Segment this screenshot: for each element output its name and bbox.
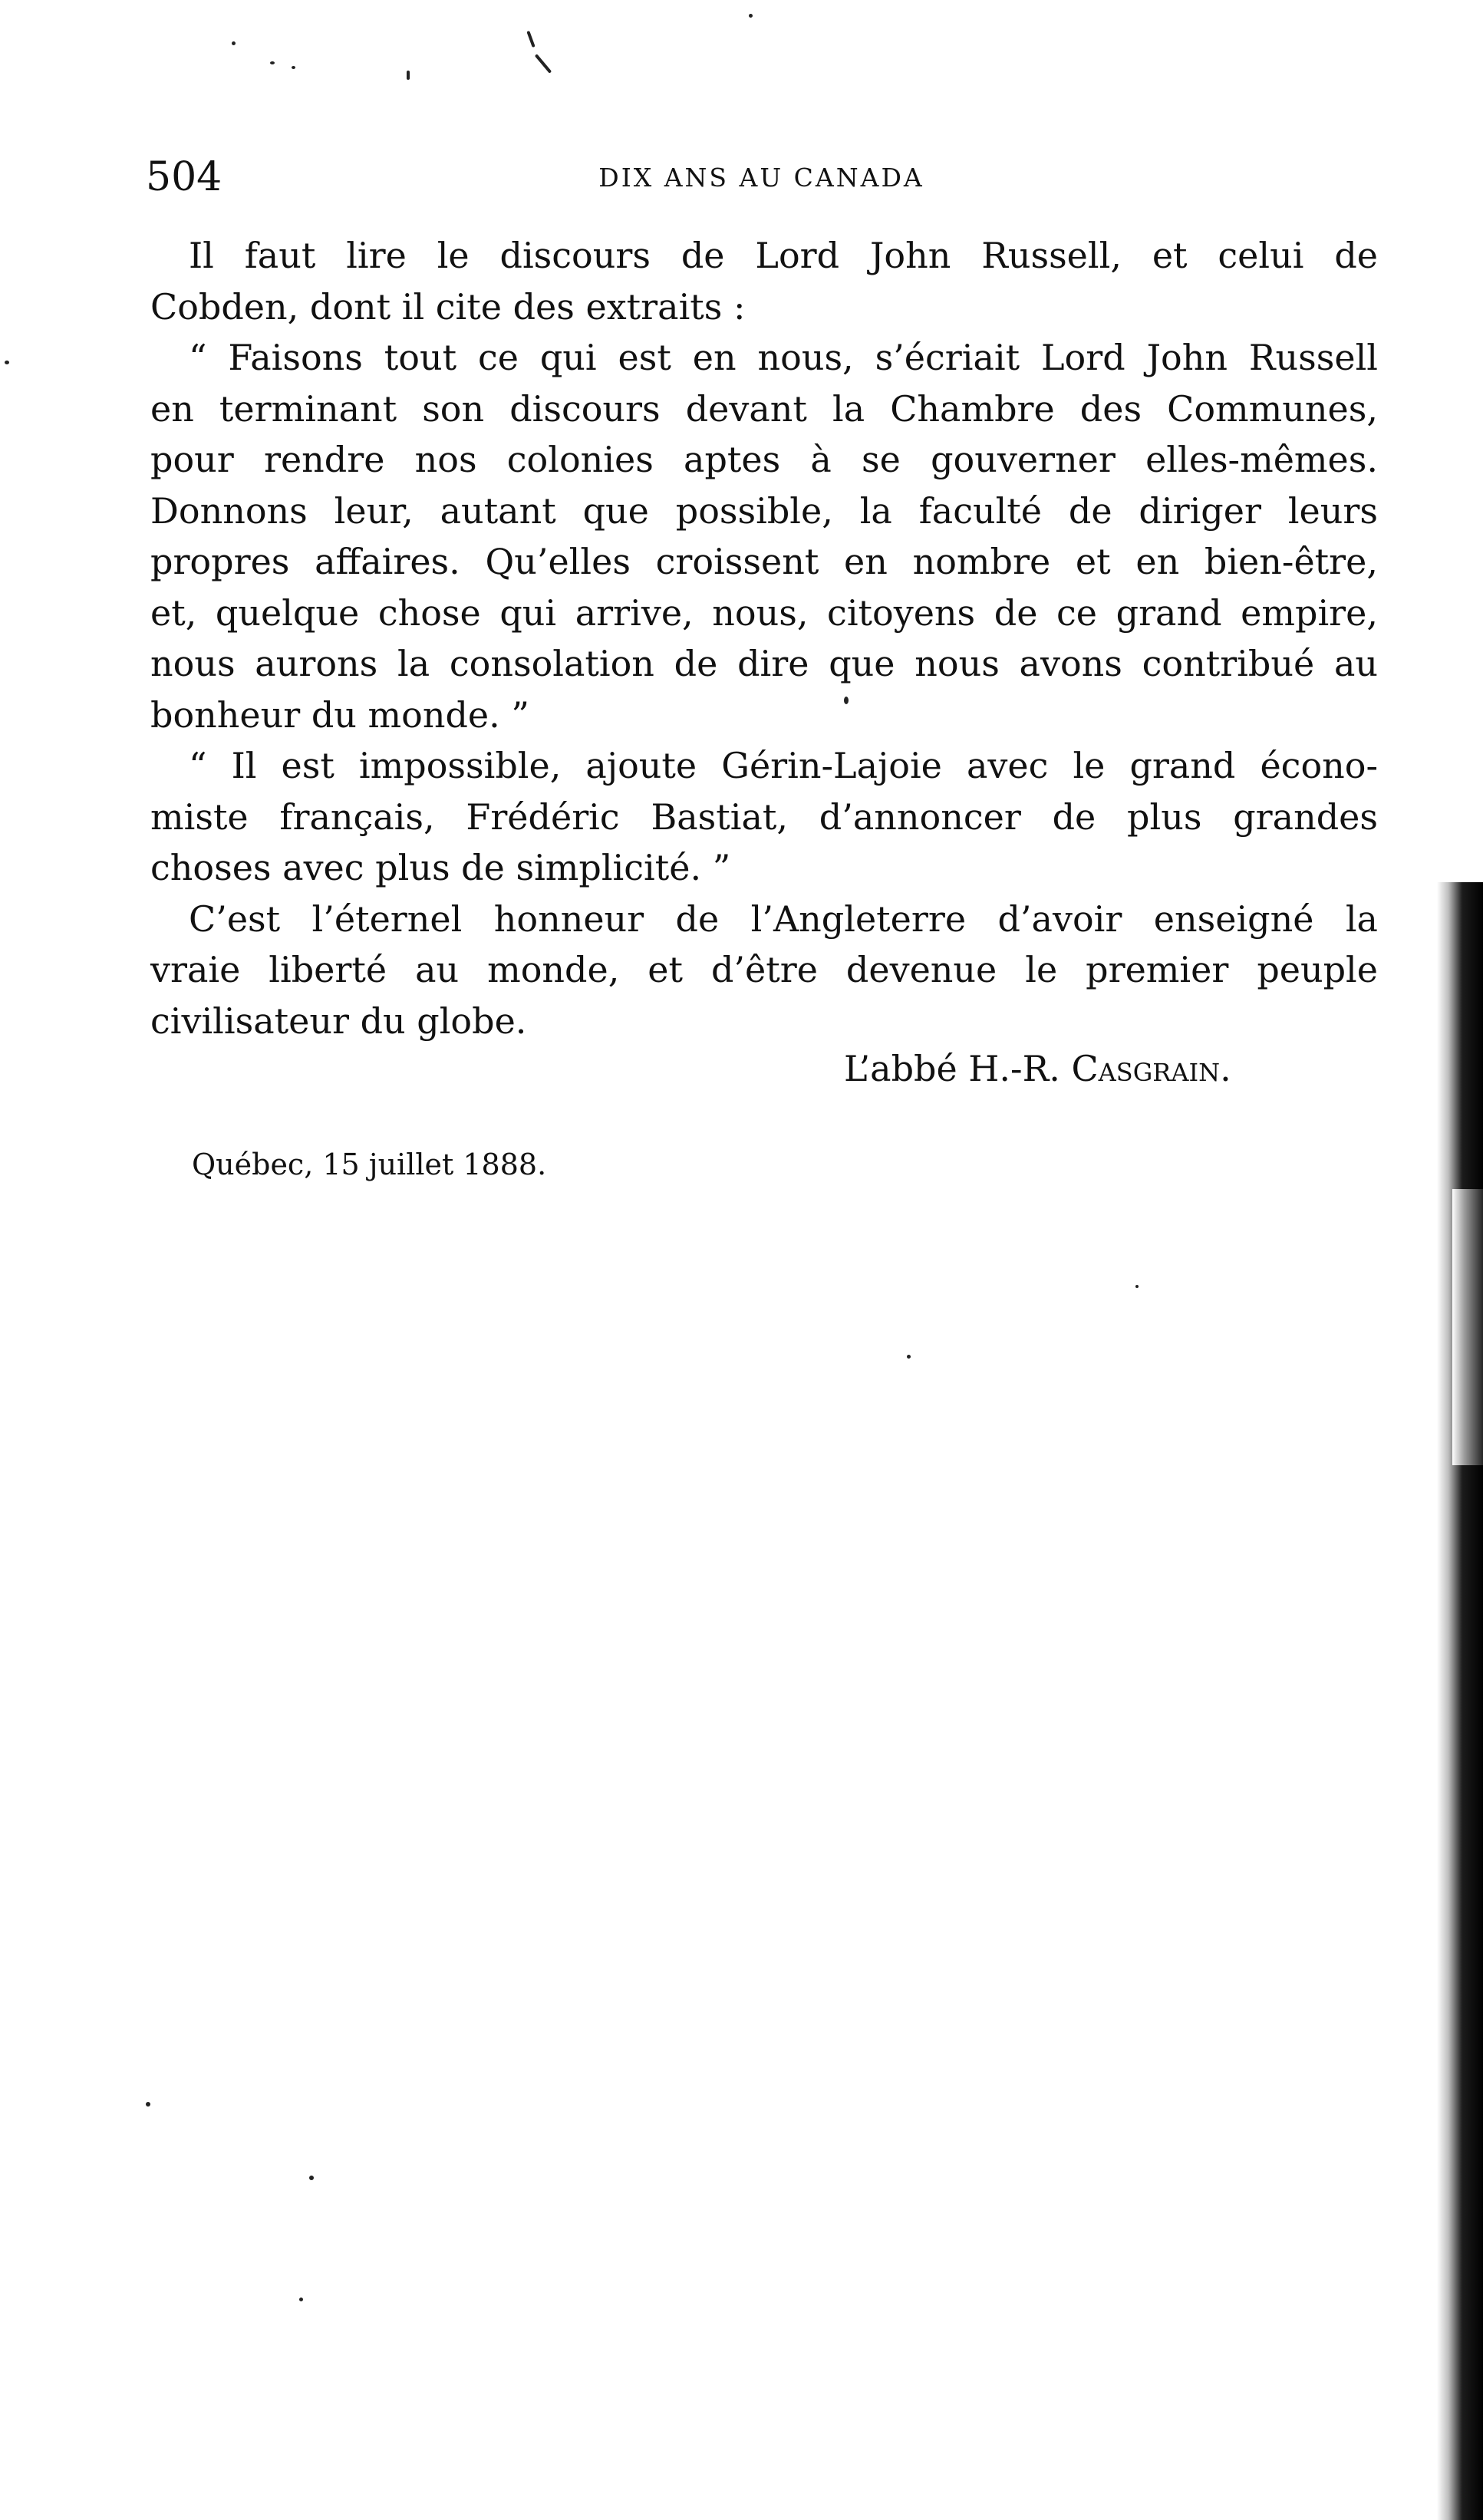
scan-speck <box>907 1355 911 1359</box>
text-line: Cobden, dont il cite des extraits : <box>150 285 746 328</box>
page-edge-shadow <box>1452 1189 1483 1465</box>
scan-speck <box>526 31 535 48</box>
text-line: pour rendre nos colonies aptes à se gouverner elles-mêmes. <box>150 439 1378 480</box>
body-text <box>150 230 1378 1046</box>
text-line: propres affaires. Qu’elles croissent en nombre et en bien-être, <box>150 541 1378 582</box>
scan-speck <box>749 14 753 18</box>
scan-speck <box>292 66 295 69</box>
text-line: “ Il est impossible, ajoute Gérin-Lajoie avec le grand écono- <box>189 745 1378 786</box>
scan-speck <box>270 61 275 64</box>
text-line: civilisateur du globe. <box>150 1000 527 1042</box>
signature-surname: Casgrain <box>1071 1048 1221 1089</box>
page-number: 504 <box>146 154 222 200</box>
text-line: nous aurons la consolation de dire que nous avons contribué au <box>150 643 1378 684</box>
text-line: Il faut lire le discours de Lord John Russell, et celui de <box>189 235 1378 276</box>
text-line: “ Faisons tout ce qui est en nous, s’écriait Lord John Russell <box>189 337 1378 378</box>
dateline: Québec, 15 juillet 1888. <box>192 1148 547 1181</box>
signature <box>844 1042 1304 1095</box>
text-line: Donnons leur, autant que possible, la faculté de diriger leurs <box>150 489 1378 532</box>
scan-speck <box>299 2298 303 2301</box>
scan-speck <box>1135 1285 1139 1288</box>
text-line: en terminant son discours devant la Chambre des Communes, <box>150 387 1378 430</box>
text-line: choses avec plus de simplicité. ” <box>150 847 731 888</box>
signature-prefix: L’abbé H.-R. <box>844 1048 1072 1089</box>
running-head <box>146 150 1377 204</box>
text-line: C’est l’éternel honneur de l’Angleterre d’avoir enseigné la <box>189 898 1378 940</box>
scan-speck <box>309 2176 314 2180</box>
scan-speck <box>146 2102 150 2107</box>
running-title: DIX ANS AU CANADA <box>598 163 924 193</box>
text-line: vraie liberté au monde, et d’être devenue le premier peuple <box>150 949 1378 990</box>
scan-speck <box>535 54 552 74</box>
text-line: bonheur du monde. ” <box>150 693 529 736</box>
scan-speck <box>5 361 9 364</box>
text-line: et, quelque chose qui arrive, nous, citoyens de ce grand empire, <box>150 591 1378 634</box>
scan-speck <box>232 41 236 45</box>
scan-speck <box>407 71 410 80</box>
page-edge-shadow <box>1437 882 1483 2520</box>
text-line: miste français, Frédéric Bastiat, d’annoncer de plus grandes <box>150 796 1378 838</box>
signature-suffix: . <box>1220 1048 1231 1089</box>
